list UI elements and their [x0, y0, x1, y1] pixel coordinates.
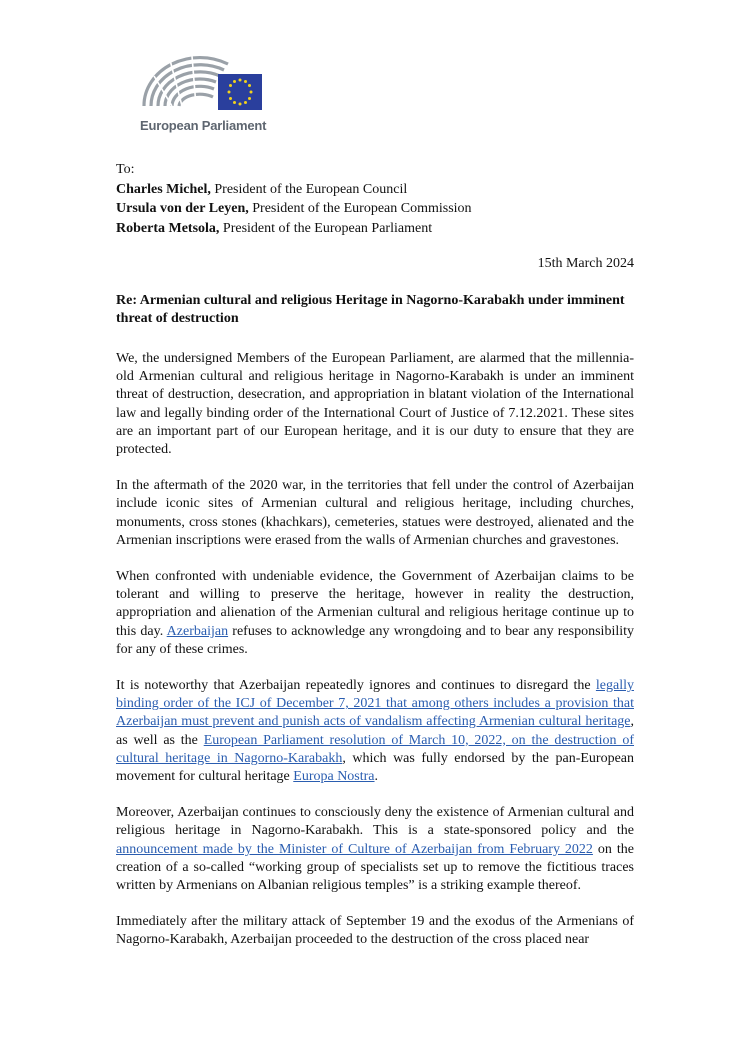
to-label: To: [116, 162, 135, 177]
text-span: on the creation of a so-called “working group of specialists set up to remove the fictitious traces written by Armenians on Albanian religious temples” is a striking example thereof. [116, 841, 634, 894]
text-span: When confronted with undeniable evidence, the Government of Azerbaijan claims to be tolerant and willing to preserve the heritage, however in reality the destruction, appropriation and alienation of the Armenian cultural and religious heritage continue up to this day. [116, 569, 634, 639]
recipient-von-der-leyen [116, 199, 634, 219]
ep-resolution-link[interactable]: European Parliament resolution of March 10, 2022, on the destruction of cultural heritage in Nagorno-Karabakh [116, 732, 635, 766]
paragraph-2: In the aftermath of the 2020 war, in the territories that fell under the control of Azerbaijan include iconic sites of Armenian cultural and religious heritage, including churches, monuments, cross stones (khachkars), cemeteries, statues were destroyed, alienated and the Armenian inscriptions were erased from the walls of Armenian churches and gravestones. [116, 478, 634, 548]
text-span: It is noteworthy that Azerbaijan repeatedly ignores and continues to disregard the [116, 678, 596, 694]
text-span: refuses to acknowledge any wrongdoing and to bear any responsibility for any of these crimes. [116, 623, 634, 657]
recipient-name: Ursula von der Leyen, [116, 201, 249, 216]
paragraph-6: Immediately after the military attack of September 19 and the exodus of the Armenians of Nagorno-Karabakh, Azerbaijan proceeded to the destruction of the cross placed near [116, 914, 634, 948]
minister-announcement-link[interactable]: announcement made by the Minister of Culture of Azerbaijan from February 2022 [116, 841, 593, 857]
hemicycle-flag-icon [140, 52, 264, 114]
text-span: , as well as the [116, 714, 634, 748]
paragraph-1: We, the undersigned Members of the European Parliament, are alarmed that the millennia-old Armenian cultural and religious heritage in Nagorno-Karabakh is under an imminent threat of destruction, desecration, and appropriation in blatant violation of the International law and legally binding order of the International Court of Justice of 7.12.2021. These sites are an important part of our European heritage, and it is our duty to ensure that they are protected. [116, 351, 634, 458]
recipients [116, 160, 634, 238]
letter-subject: Re: Armenian cultural and religious Heritage in Nagorno-Karabakh under imminent threat of destruction [116, 293, 625, 326]
paragraph-3 [116, 568, 634, 659]
recipient-name: Charles Michel, [116, 181, 211, 197]
paragraph-5 [116, 804, 634, 895]
recipient-role: President of the European Parliament [219, 220, 433, 236]
logo-text: European Parliament [140, 118, 267, 133]
text-span: . [374, 769, 379, 785]
text-span: , which was fully endorsed by the pan-European movement for cultural heritage [116, 750, 634, 785]
europa-nostra-link[interactable]: Europa Nostra [293, 769, 375, 785]
recipient-name: Roberta Metsola, [116, 220, 220, 236]
paragraph-4 [116, 677, 634, 786]
recipient-role: President of the European Commission [248, 201, 472, 216]
letter-body [116, 160, 634, 950]
recipient-michel [116, 180, 634, 200]
recipient-role: President of the European Council [210, 181, 408, 197]
azerbaijan-link[interactable]: Azerbaijan [166, 623, 229, 639]
letter-date: 15th March 2024 [537, 256, 634, 271]
text-span: Moreover, Azerbaijan continues to consciously deny the existence of Armenian cultural and religious heritage in Nagorno-Karabakh. This is a state-sponsored policy and the [116, 805, 634, 839]
icj-order-link[interactable]: legally binding order of the ICJ of December 7, 2021 that among others includes a provision that Azerbaijan must prevent and punish acts of vandalism affecting Armenian cultural heritage [116, 678, 634, 730]
recipient-metsola [116, 219, 634, 239]
european-parliament-logo [140, 52, 270, 133]
